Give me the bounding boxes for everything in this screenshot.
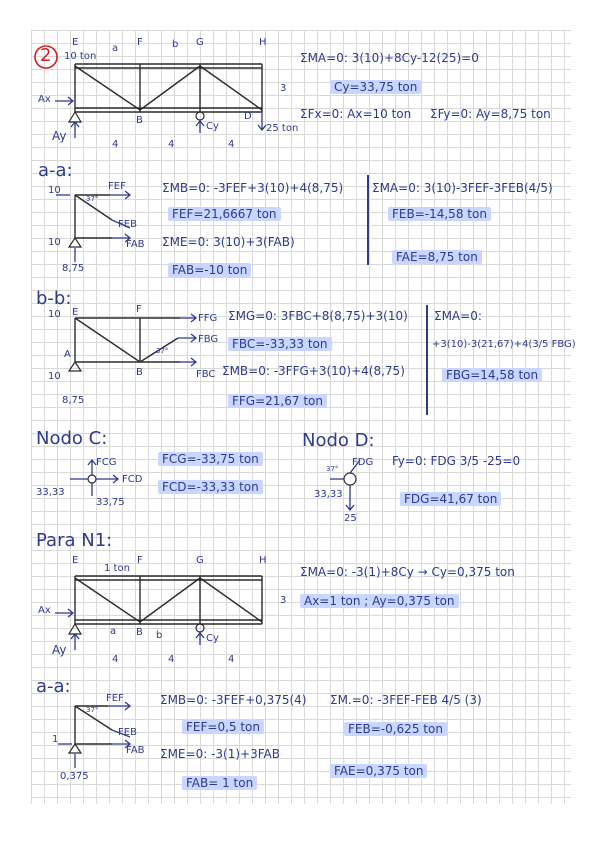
n1-node-b: B xyxy=(136,627,143,638)
bb-res-fbg: FBG=14,58 ton xyxy=(442,368,542,382)
node-f-label: F xyxy=(137,37,143,48)
aa2-eq-mb: ΣMB=0: -3FEF+0,375(4) xyxy=(160,693,307,707)
section-aa2-title: a-a: xyxy=(36,676,71,697)
bb-eq-mb: ΣMB=0: -3FFG+3(10)+4(8,75) xyxy=(222,364,405,378)
nodo-d-angle: 37° xyxy=(326,465,339,473)
n1-span2: 4 xyxy=(168,654,175,665)
n1-span3: 4 xyxy=(228,654,235,665)
node-g-label: G xyxy=(196,37,204,48)
para-n1-title: Para N1: xyxy=(36,530,113,551)
result-cy: Cy=33,75 ton xyxy=(330,80,421,94)
eq-sum-fx: ΣFx=0: Ax=10 ton xyxy=(300,107,412,121)
n1-node-f: F xyxy=(137,555,143,566)
nodo-c-l2: 33,75 xyxy=(96,497,125,508)
truss-n1 xyxy=(75,576,262,624)
bb-ay-label: 8,75 xyxy=(62,395,85,406)
nodo-c-res-fcg: FCG=-33,75 ton xyxy=(158,452,263,466)
n1-ax-label: Ax xyxy=(38,605,51,616)
bb-fbc-label: FBC xyxy=(196,369,216,380)
truss-main xyxy=(75,64,262,112)
n1-cut-b: b xyxy=(156,630,163,641)
nodo-d-eq-fy: Fy=0: FDG 3/5 -25=0 xyxy=(392,454,521,468)
span3-label: 4 xyxy=(228,139,235,150)
nodo-c-fcg-label: FCG xyxy=(96,457,117,468)
ax-label: Ax xyxy=(38,94,51,105)
cut-a-label: a xyxy=(112,43,119,54)
aa-fab-label: FAB xyxy=(126,239,145,250)
aa-feb-label: FEB xyxy=(118,219,137,230)
node-d-label: D xyxy=(244,111,252,122)
n1-span1: 4 xyxy=(112,654,119,665)
aa-fef-label: FEF xyxy=(108,181,126,192)
section-bb-title: b-b: xyxy=(36,288,72,309)
n1-res-axay: Ax=1 ton ; Ay=0,375 ton xyxy=(300,594,459,608)
bb-node-b: B xyxy=(136,367,143,378)
node-b-label: B xyxy=(136,115,143,126)
bb-eq-mg: ΣMG=0: 3FBC+8(8,75)+3(10) xyxy=(228,309,408,323)
nodo-c-res-fcd: FCD=-33,33 ton xyxy=(158,480,263,494)
aa2-angle: 37° xyxy=(86,706,99,714)
bb-fbg-label: FBG xyxy=(198,334,219,345)
eq-sum-fy: ΣFy=0: Ay=8,75 ton xyxy=(430,107,551,121)
bb-ffg-label: FFG xyxy=(198,313,218,324)
bb-res-fbc: FBC=-33,33 ton xyxy=(228,337,332,351)
span1-label: 4 xyxy=(112,139,119,150)
nodo-d-fdg-label: FDG xyxy=(352,457,374,468)
load-d-label: 25 ton xyxy=(266,123,299,134)
n1-cut-a: a xyxy=(110,626,117,637)
aa2-ay-label: 0,375 xyxy=(60,771,89,782)
n1-height: 3 xyxy=(280,595,287,606)
n1-eq-ma: ΣMA=0: -3(1)+8Cy → Cy=0,375 ton xyxy=(300,565,515,579)
nodo-c-fcd-label: FCD xyxy=(122,474,143,485)
aa-ay-label: 8,75 xyxy=(62,263,85,274)
aa-load-10b: 10 xyxy=(48,237,61,248)
n1-node-g: G xyxy=(196,555,204,566)
n1-node-e: E xyxy=(72,555,79,566)
nodo-d-l2: 25 xyxy=(344,513,357,524)
load-top-label: 10 ton xyxy=(64,51,97,62)
aa2-feb-label: FEB xyxy=(118,727,137,738)
bb-node-a: A xyxy=(64,349,71,360)
aa2-res-fab: FAB= 1 ton xyxy=(182,776,257,790)
bb-load-10b: 10 xyxy=(48,371,61,382)
aa-eq-me: ΣME=0: 3(10)+3(FAB) xyxy=(162,235,295,249)
node-h-label: H xyxy=(259,37,267,48)
n1-cy-label: Cy xyxy=(206,633,219,644)
nodo-d-res-fdg: FDG=41,67 ton xyxy=(400,492,501,506)
aa2-res-fef: FEF=0,5 ton xyxy=(182,720,264,734)
cut-b-label: b xyxy=(172,39,179,50)
aa-res-feb: FEB=-14,58 ton xyxy=(388,207,491,221)
aa2-eq-m: ΣM.=0: -3FEF-FEB 4/5 (3) xyxy=(330,693,482,707)
bb-node-e: E xyxy=(72,307,79,318)
eq-sum-ma: ΣMA=0: 3(10)+8Cy-12(25)=0 xyxy=(300,51,479,65)
node-e-label: E xyxy=(72,37,79,48)
aa-res-fab: FAB=-10 ton xyxy=(168,263,251,277)
aa2-fab-label: FAB xyxy=(126,745,145,756)
aa2-res-fae: FAE=0,375 ton xyxy=(330,764,427,778)
bb-angle-label: 37° xyxy=(156,347,169,355)
nodo-d-title: Nodo D: xyxy=(302,430,375,451)
aa2-fef-label: FEF xyxy=(106,693,124,704)
bb-node-f: F xyxy=(136,304,142,315)
bb-load-10a: 10 xyxy=(48,309,61,320)
aa2-eq-me: ΣME=0: -3(1)+3FAB xyxy=(160,747,280,761)
aa-eq-mb: ΣMB=0: -3FEF+3(10)+4(8,75) xyxy=(162,181,344,195)
height-label: 3 xyxy=(280,83,287,94)
aa-load-10a: 10 xyxy=(48,185,61,196)
aa2-res-feb: FEB=-0,625 ton xyxy=(344,722,447,736)
aa-res-fae: FAE=8,75 ton xyxy=(392,250,482,264)
ay-label: Ay xyxy=(52,129,67,143)
nodo-c-l1: 33,33 xyxy=(36,487,65,498)
n1-ay-label: Ay xyxy=(52,643,67,657)
aa2-load-1: 1 xyxy=(52,734,59,745)
nodo-d-l1: 33,33 xyxy=(314,489,343,500)
aa-eq-ma: ΣMA=0: 3(10)-3FEF-3FEB(4/5) xyxy=(372,181,553,195)
nodo-c-title: Nodo C: xyxy=(36,428,108,449)
n1-node-h: H xyxy=(259,555,267,566)
aa-angle-label: 37° xyxy=(86,195,99,203)
problem-number: 2 xyxy=(40,45,52,66)
cy-label: Cy xyxy=(206,121,219,132)
section-aa-title: a-a: xyxy=(38,160,73,181)
bb-eq-ma-b: +3(10)-3(21,67)+4(3/5 FBG) xyxy=(432,339,576,350)
n1-load-label: 1 ton xyxy=(104,563,130,574)
span2-label: 4 xyxy=(168,139,175,150)
aa-res-fef: FEF=21,6667 ton xyxy=(168,207,281,221)
bb-res-ffg: FFG=21,67 ton xyxy=(228,394,327,408)
bb-eq-ma: ΣMA=0: xyxy=(434,309,482,323)
fbd-bb xyxy=(75,318,180,362)
